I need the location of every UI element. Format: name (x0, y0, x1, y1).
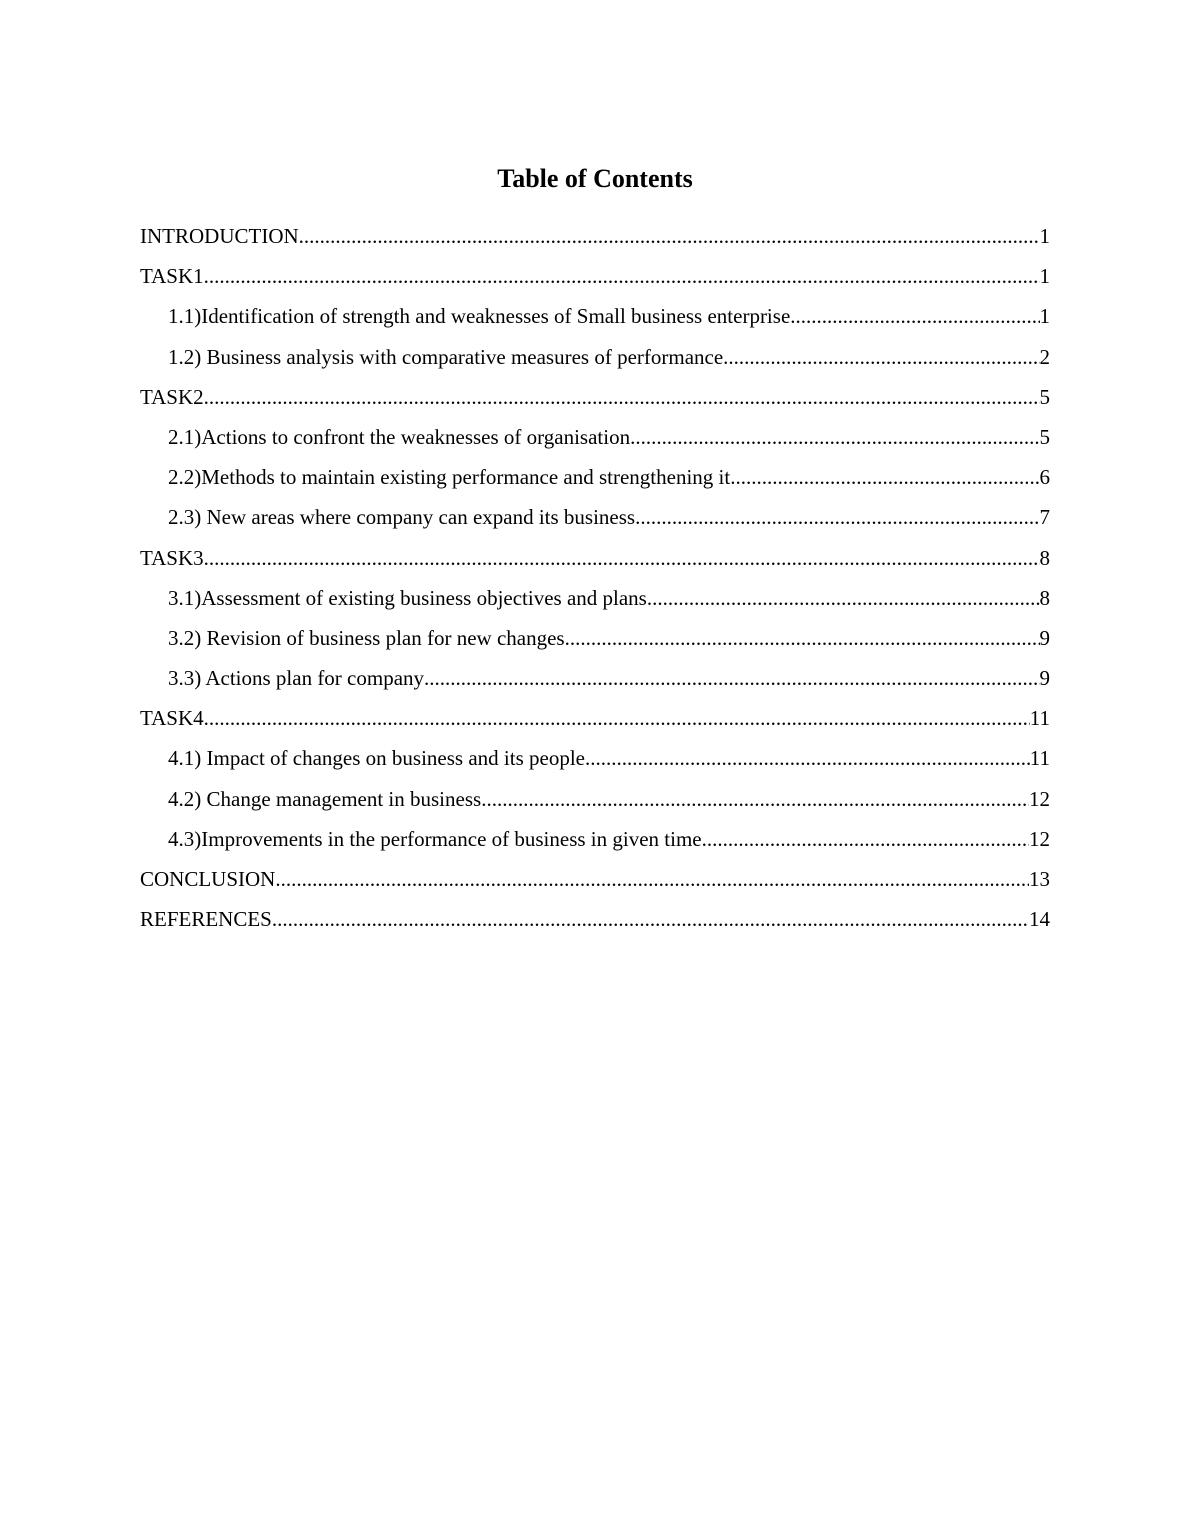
toc-entry-references[interactable] (140, 903, 1050, 943)
toc-page-number: 11 (1029, 746, 1050, 771)
toc-entry-4-2[interactable] (140, 783, 1050, 823)
toc-page-number: 11 (1029, 706, 1050, 731)
toc-entry-3-1[interactable] (140, 582, 1050, 622)
toc-entry-task4[interactable] (140, 702, 1050, 742)
toc-dot-leader (730, 461, 1039, 493)
toc-page-number: 9 (1039, 625, 1050, 650)
toc-entry-label: 4.3)Improvements in the performance of business in given time (168, 826, 702, 851)
toc-dot-leader (272, 903, 1029, 935)
toc-entry-label: TASK1 (140, 264, 204, 289)
toc-page-number: 12 (1029, 786, 1050, 811)
toc-dot-leader (204, 381, 1040, 413)
toc-dot-leader (790, 300, 1039, 332)
toc-entry-label: 1.2) Business analysis with comparative measures of performance (168, 344, 724, 369)
toc-list (140, 220, 1050, 943)
toc-entry-label: 4.1) Impact of changes on business and its people (168, 746, 585, 771)
toc-entry-conclusion[interactable] (140, 863, 1050, 903)
toc-dot-leader (275, 863, 1029, 895)
toc-entry-label: 2.3) New areas where company can expand its business (168, 505, 636, 530)
toc-entry-task3[interactable] (140, 542, 1050, 582)
toc-page-number: 1 (1039, 224, 1050, 248)
toc-entry-2-1[interactable] (140, 421, 1050, 461)
toc-entry-label: 3.2) Revision of business plan for new changes (168, 625, 565, 650)
toc-entry-task1[interactable] (140, 260, 1050, 300)
toc-entry-label: INTRODUCTION (140, 224, 299, 248)
toc-page-number: 1 (1039, 264, 1050, 289)
toc-page-number: 6 (1039, 465, 1050, 490)
toc-dot-leader (630, 421, 1039, 453)
toc-dot-leader (204, 260, 1040, 292)
toc-dot-leader (424, 662, 1039, 694)
toc-entry-2-2[interactable] (140, 461, 1050, 501)
toc-dot-leader (723, 341, 1039, 373)
toc-entry-label: 2.1)Actions to confront the weaknesses of organisation (168, 424, 631, 449)
toc-entry-label: 3.3) Actions plan for company (168, 666, 425, 691)
toc-entry-task2[interactable] (140, 381, 1050, 421)
toc-page-number: 12 (1029, 826, 1050, 851)
toc-entry-4-1[interactable] (140, 742, 1050, 782)
toc-entry-label: TASK2 (140, 384, 204, 409)
toc-dot-leader (635, 501, 1039, 533)
toc-dot-leader (204, 702, 1030, 734)
toc-entry-label: TASK3 (140, 545, 204, 570)
toc-dot-leader (481, 783, 1029, 815)
toc-dot-leader (702, 823, 1029, 855)
toc-entry-introduction[interactable] (140, 220, 1050, 260)
toc-page-number: 5 (1039, 424, 1050, 449)
toc-page-number: 14 (1029, 907, 1050, 932)
toc-dot-leader (565, 622, 1040, 654)
toc-dot-leader (647, 582, 1040, 614)
toc-page-number: 8 (1039, 585, 1050, 610)
toc-page-number: 1 (1039, 304, 1050, 329)
toc-entry-4-3[interactable] (140, 823, 1050, 863)
toc-entry-label: CONCLUSION (140, 867, 276, 891)
toc-page-number: 13 (1029, 867, 1050, 891)
toc-entry-3-2[interactable] (140, 622, 1050, 662)
toc-entry-3-3[interactable] (140, 662, 1050, 702)
toc-entry-label: 1.1)Identification of strength and weaknesses of Small business enterprise (168, 304, 791, 329)
toc-entry-1-2[interactable] (140, 341, 1050, 381)
toc-dot-leader (299, 220, 1040, 252)
toc-entry-label: REFERENCES (140, 907, 272, 932)
toc-entry-2-3[interactable] (140, 501, 1050, 541)
toc-dot-leader (585, 742, 1030, 774)
toc-dot-leader (204, 542, 1040, 574)
toc-entry-label: 4.2) Change management in business (168, 786, 482, 811)
toc-page-number: 8 (1039, 545, 1050, 570)
toc-title: Table of Contents (497, 164, 693, 193)
toc-page-number: 5 (1039, 384, 1050, 409)
toc-entry-label: TASK4 (140, 706, 204, 731)
toc-entry-label: 3.1)Assessment of existing business objectives and plans (168, 585, 647, 610)
toc-entry-1-1[interactable] (140, 300, 1050, 340)
toc-entry-label: 2.2)Methods to maintain existing performance and strengthening it (168, 465, 731, 490)
toc-page-number: 7 (1039, 505, 1050, 530)
toc-page-number: 9 (1039, 666, 1050, 691)
toc-page-number: 2 (1039, 344, 1050, 369)
